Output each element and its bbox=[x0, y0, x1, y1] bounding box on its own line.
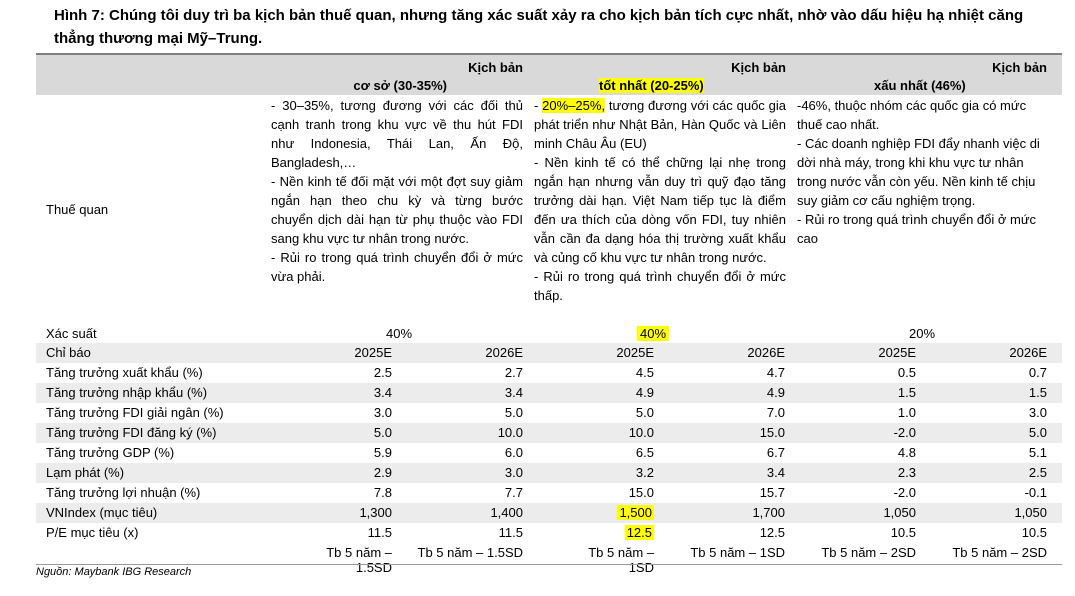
year-worst-2026: 2026E bbox=[1009, 345, 1047, 360]
footnote-worst-2025: Tb 5 năm – 2SD bbox=[821, 545, 916, 560]
table-cell: 3.0 bbox=[373, 405, 392, 420]
row-label: Tăng trưởng FDI giải ngân (%) bbox=[46, 405, 224, 420]
footnote-worst-2026: Tb 5 năm – 2SD bbox=[952, 545, 1047, 560]
footnote-best-2026: Tb 5 năm – 1SD bbox=[690, 545, 785, 560]
table-cell: 7.8 bbox=[373, 485, 392, 500]
table-cell: 2.5 bbox=[373, 365, 392, 380]
table-cell: 4.9 bbox=[635, 385, 654, 400]
table-cell: 10.0 bbox=[497, 425, 523, 440]
scenario-worst-para-2: - Các doanh nghiệp FDI đẩy nhanh việc di dời nhà máy, trong khi khu vực tư nhân trong nước vẫn còn yếu. Nền kinh tế chịu suy giảm cơ cấu nghiệm trọng. bbox=[797, 136, 1040, 208]
year-base-2026: 2026E bbox=[485, 345, 523, 360]
header-base-bottom: cơ sở (30-35%) bbox=[353, 78, 447, 93]
header-best-bottom bbox=[599, 77, 704, 95]
scenario-best-text bbox=[534, 96, 786, 305]
table-cell: 5.0 bbox=[635, 405, 654, 420]
table-cell: 4.9 bbox=[766, 385, 785, 400]
source-note: Nguồn: Maybank IBG Research bbox=[36, 566, 192, 578]
table-cell: 5.0 bbox=[1028, 425, 1047, 440]
table-cell: 5.9 bbox=[373, 445, 392, 460]
scenario-base-para-1: - 30–35%, tương đương với các đối thủ cạnh tranh trong khu vực về thu hút FDI như Indonesia, Thái Lan, Ấn Độ, Bangladesh,… bbox=[271, 98, 523, 170]
year-best-2026: 2026E bbox=[747, 345, 785, 360]
scenario-worst-para-1: -46%, thuộc nhóm các quốc gia có mức thuế cao nhất. bbox=[797, 98, 1027, 132]
footnote-best-2025: Tb 5 năm – 1SD bbox=[588, 545, 654, 575]
row-label: Tăng trưởng FDI đăng ký (%) bbox=[46, 425, 217, 440]
header-worst-bottom: xấu nhất (46%) bbox=[874, 78, 966, 93]
row-label: Tăng trưởng lợi nhuận (%) bbox=[46, 485, 201, 500]
scenario-best-para-1: - 20%–25%, tương đương với các quốc gia phát triển như Nhật Bản, Hàn Quốc và Liên minh Châu Âu (EU) bbox=[534, 98, 786, 151]
header-worst-top: Kịch bản bbox=[992, 60, 1047, 75]
table-cell: 0.7 bbox=[1028, 365, 1047, 380]
table-cell bbox=[564, 525, 654, 540]
tariff-label: Thuế quan bbox=[46, 202, 109, 217]
probability-best bbox=[637, 325, 669, 343]
table-cell: 6.7 bbox=[766, 445, 785, 460]
table-cell bbox=[564, 505, 654, 520]
probability-worst: 20% bbox=[908, 326, 936, 341]
table-cell: 5.0 bbox=[504, 405, 523, 420]
table-cell: 1,300 bbox=[359, 505, 392, 520]
table-cell: 1.5 bbox=[897, 385, 916, 400]
table-bottom-rule bbox=[36, 564, 1062, 565]
scenario-worst-text bbox=[797, 96, 1051, 248]
table-cell: 1.0 bbox=[897, 405, 916, 420]
footnote-base-2026: Tb 5 năm – 1.5SD bbox=[417, 545, 523, 560]
scenario-base-para-2: - Nền kinh tế đối mặt với một đợt suy giảm ngắn hạn theo chu kỳ và từng bước chuyển dịch dài hạn từ phụ thuộc vào FDI sang khu vực tư nhân trong nước. bbox=[271, 174, 523, 246]
row-label: Tăng trưởng nhập khẩu (%) bbox=[46, 385, 208, 400]
table-cell: 4.7 bbox=[766, 365, 785, 380]
table-cell: 3.4 bbox=[373, 385, 392, 400]
figure-title: Hình 7: Chúng tôi duy trì ba kịch bản thuế quan, nhưng tăng xác suất xảy ra cho kịch bản tích cực nhất, nhờ vào dấu hiệu hạ nhiệt căng thẳng thương mại Mỹ–Trung. bbox=[54, 7, 1024, 47]
table-cell: 3.0 bbox=[1028, 405, 1047, 420]
table-cell: 7.0 bbox=[766, 405, 785, 420]
table-cell: 1,050 bbox=[883, 505, 916, 520]
row-label: Tăng trưởng xuất khẩu (%) bbox=[46, 365, 203, 380]
table-cell: 3.0 bbox=[504, 465, 523, 480]
table-cell: 4.8 bbox=[897, 445, 916, 460]
table-cell: -2.0 bbox=[893, 485, 916, 500]
table-cell: 1,400 bbox=[490, 505, 523, 520]
row-label: VNIndex (mục tiêu) bbox=[46, 505, 158, 520]
highlighted-value: 1,500 bbox=[619, 505, 652, 520]
table-cell: -0.1 bbox=[1024, 485, 1047, 500]
table-cell: 15.0 bbox=[759, 425, 785, 440]
table-cell: 1.5 bbox=[1028, 385, 1047, 400]
table-cell: 10.5 bbox=[1021, 525, 1047, 540]
header-best-bottom-highlight: tốt nhất (20-25%) bbox=[599, 78, 704, 93]
table-cell: 7.7 bbox=[504, 485, 523, 500]
table-cell: 3.4 bbox=[766, 465, 785, 480]
header-base-top: Kịch bản bbox=[468, 60, 523, 75]
probability-best-highlight: 40% bbox=[637, 326, 669, 341]
probability-label: Xác suất bbox=[46, 326, 97, 341]
table-cell: 15.7 bbox=[759, 485, 785, 500]
table-cell: 12.5 bbox=[759, 525, 785, 540]
row-label: Tăng trưởng GDP (%) bbox=[46, 445, 175, 460]
table-cell: 0.5 bbox=[897, 365, 916, 380]
table-cell: 5.0 bbox=[373, 425, 392, 440]
scenario-best-highlight: 20%–25%, bbox=[542, 98, 606, 113]
table-cell: 5.1 bbox=[1028, 445, 1047, 460]
probability-base: 40% bbox=[385, 326, 413, 341]
scenario-base-para-3: - Rủi ro trong quá trình chuyển đổi ở mức vừa phải. bbox=[271, 250, 523, 284]
scenario-worst-para-3: - Rủi ro trong quá trình chuyển đổi ở mức cao bbox=[797, 212, 1037, 246]
scenario-best-para-3: - Rủi ro trong quá trình chuyển đổi ở mức thấp. bbox=[534, 269, 786, 303]
scenario-best-para-2: - Nền kinh tế có thể chững lại nhẹ trong ngắn hạn nhưng vẫn duy trì quỹ đạo tăng trưởng dài hạn. Việt Nam tiếp tục là điểm đến ưa thích của dòng vốn FDI, tuy nhiên vẫn cần đa dạng hóa thị trường xuất khẩu và củng cố khu vực tư nhân trong nước. bbox=[534, 155, 786, 265]
row-label: P/E mục tiêu (x) bbox=[46, 525, 139, 540]
table-cell: 3.4 bbox=[504, 385, 523, 400]
table-cell: 11.5 bbox=[367, 525, 392, 540]
table-cell: 2.9 bbox=[373, 465, 392, 480]
year-base-2025: 2025E bbox=[354, 345, 392, 360]
table-cell: 10.0 bbox=[628, 425, 654, 440]
table-cell: 6.0 bbox=[504, 445, 523, 460]
indicator-label: Chỉ báo bbox=[46, 345, 91, 360]
table-cell: 2.3 bbox=[897, 465, 916, 480]
table-cell: 3.2 bbox=[635, 465, 654, 480]
table-cell: 1,700 bbox=[752, 505, 785, 520]
table-cell: 15.0 bbox=[628, 485, 654, 500]
table-cell: 10.5 bbox=[890, 525, 916, 540]
year-best-2025: 2025E bbox=[616, 345, 654, 360]
scenario-best-lead: tương đương với các quốc gia phát triển như Nhật Bản, Hàn Quốc và Liên minh Châu Âu (EU) bbox=[534, 98, 786, 151]
table-cell: 4.5 bbox=[635, 365, 654, 380]
table-cell: 1,050 bbox=[1014, 505, 1047, 520]
row-label: Lạm phát (%) bbox=[46, 465, 125, 480]
table-cell: 2.7 bbox=[504, 365, 523, 380]
year-worst-2025: 2025E bbox=[878, 345, 916, 360]
table-cell: 11.5 bbox=[498, 525, 523, 540]
header-best-top: Kịch bản bbox=[731, 60, 786, 75]
table-cell: 2.5 bbox=[1028, 465, 1047, 480]
highlighted-value: 12.5 bbox=[626, 525, 652, 540]
footnote-base-2025: Tb 5 năm – 1.5SD bbox=[326, 545, 392, 575]
scenario-base-text bbox=[271, 96, 523, 286]
table-cell: -2.0 bbox=[893, 425, 916, 440]
table-cell: 6.5 bbox=[635, 445, 654, 460]
